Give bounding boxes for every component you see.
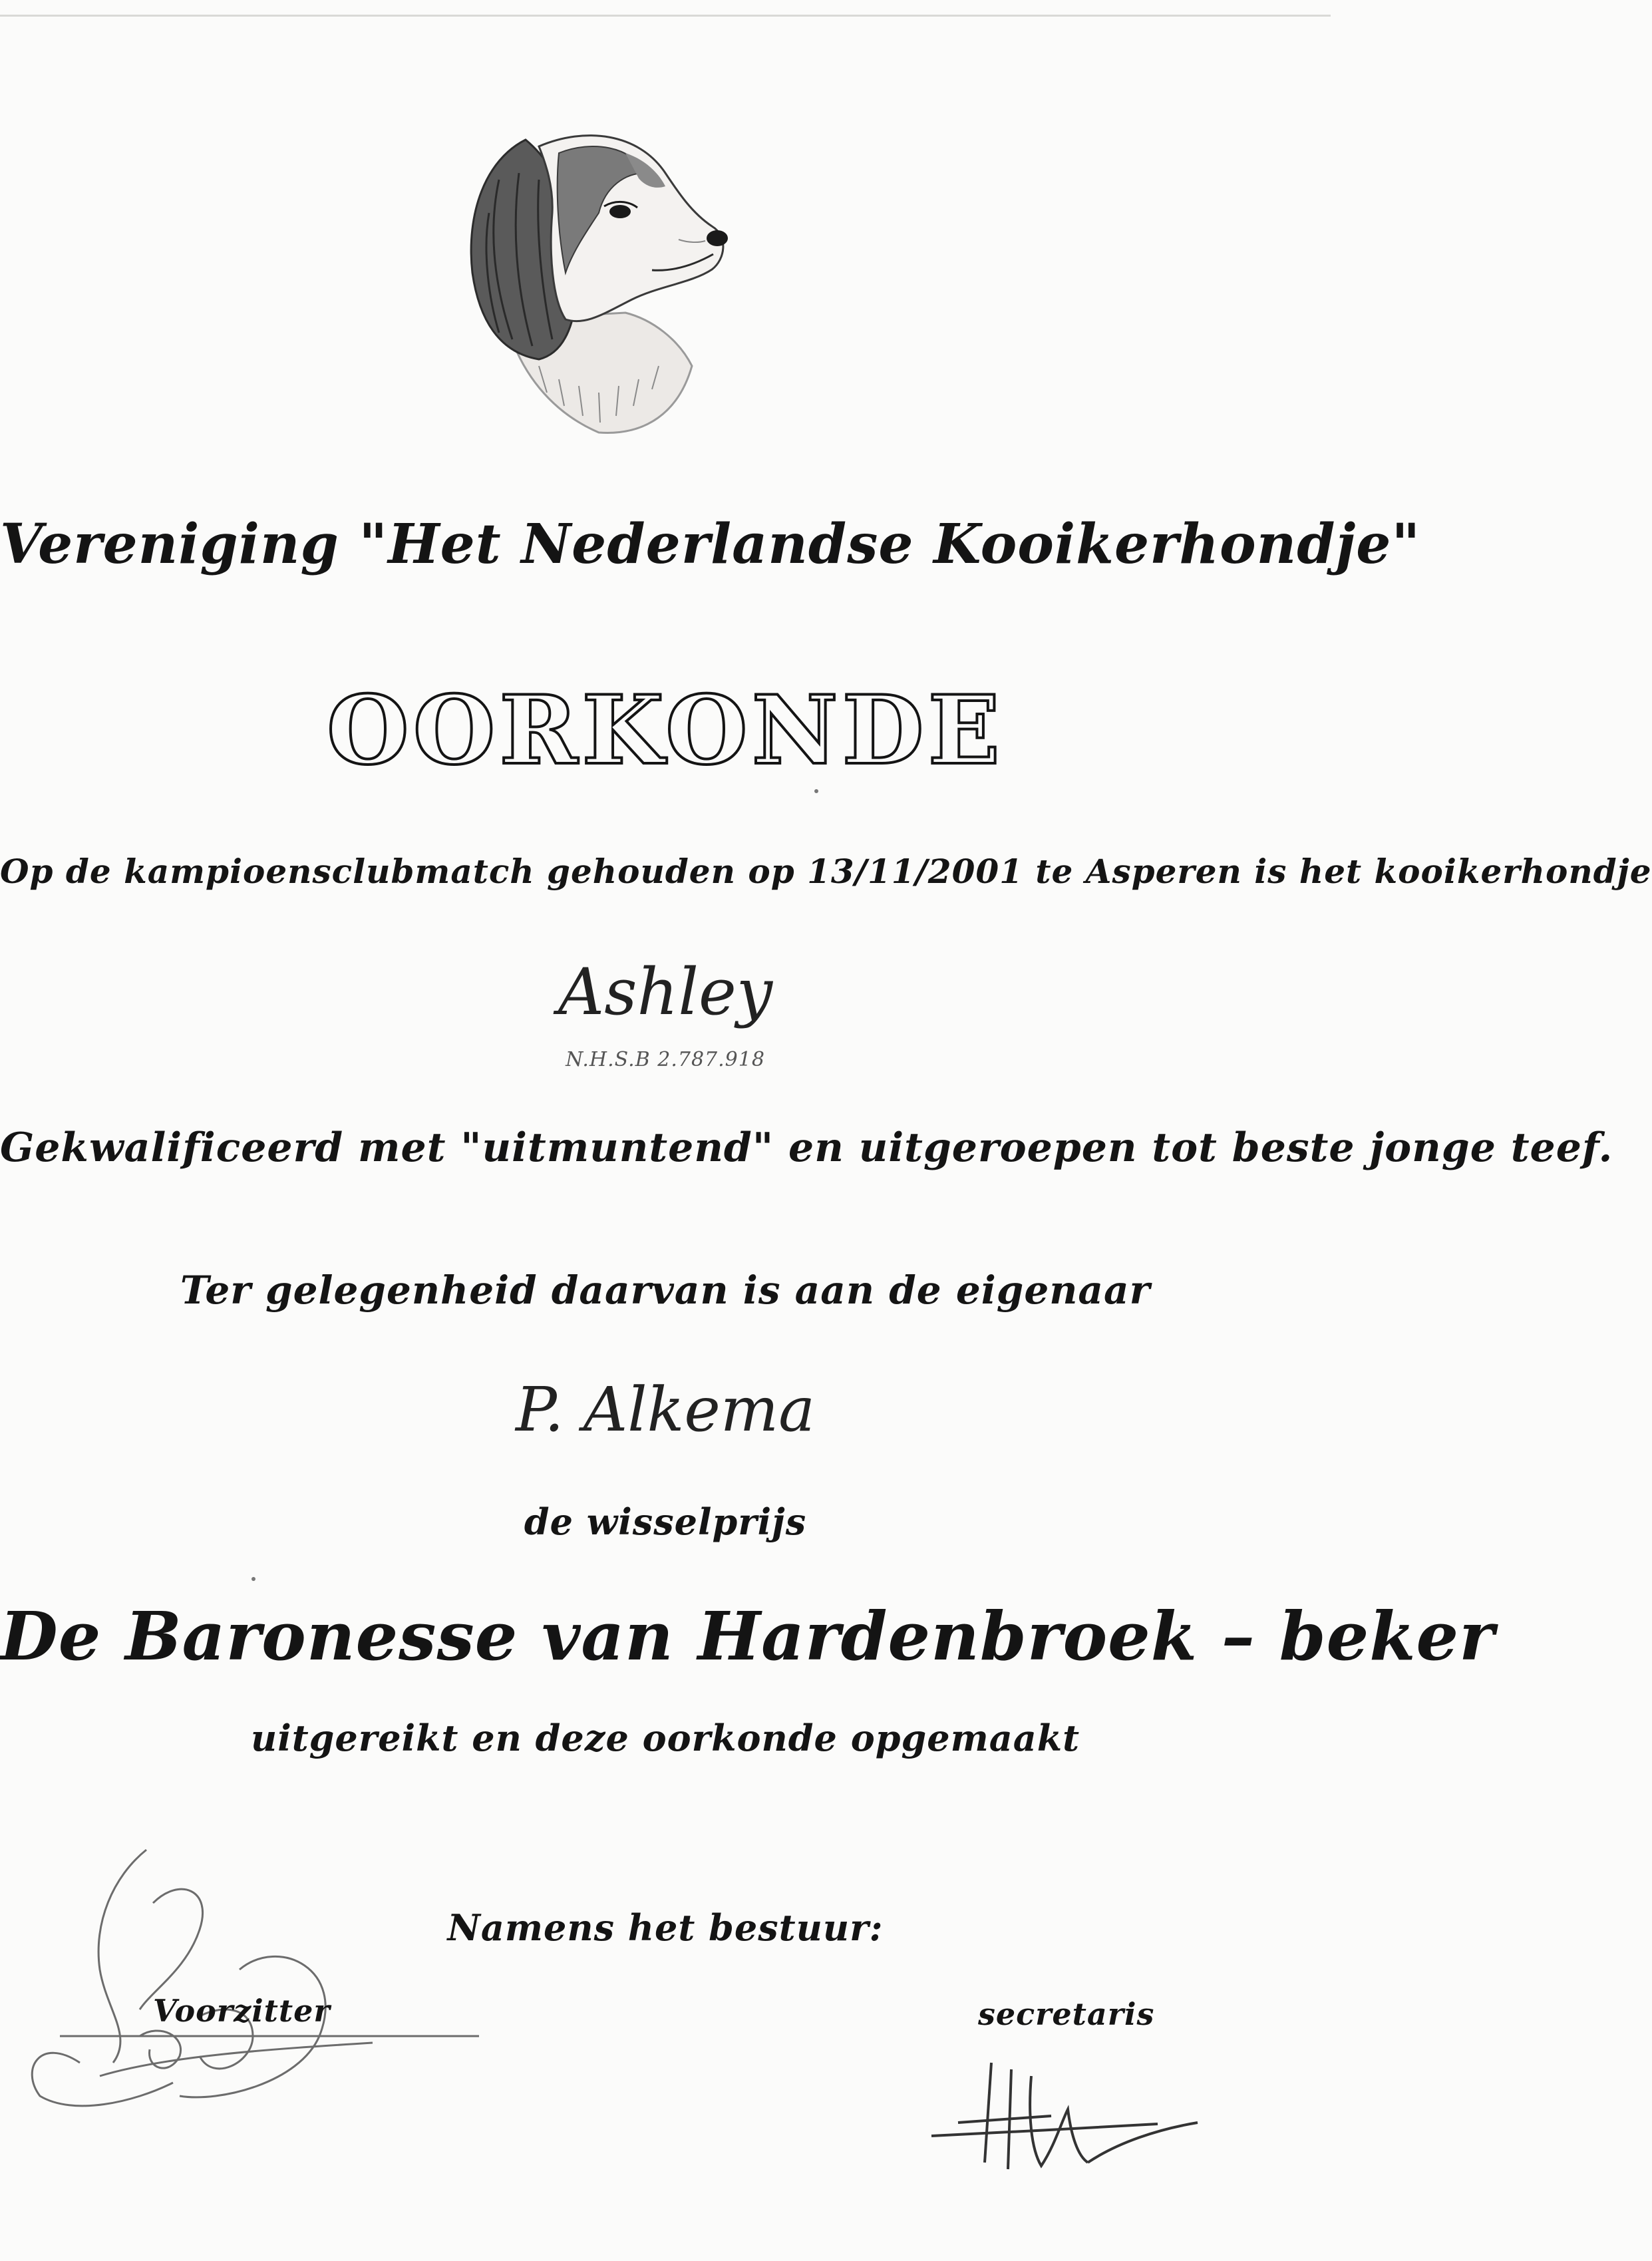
society-name: Vereniging "Het Nederlandse Kooikerhondje" <box>0 512 1421 576</box>
certificate-title: OORKONDE <box>327 675 1004 786</box>
issued-text: uitgereikt en deze oorkonde opgemaakt <box>250 1717 1080 1759</box>
chair-signature <box>0 1836 506 2116</box>
occasion-text: Ter gelegenheid daarvan is aan de eigenaar <box>180 1268 1151 1313</box>
chair-label: Voorzitter <box>153 1993 331 2029</box>
board-label: Namens het bestuur: <box>447 1906 884 1949</box>
prize-name: De Baronesse van Hardenbroek – beker <box>0 1597 1495 1675</box>
qualification-text: Gekwalificeerd met "uitmuntend" en uitgeroepen tot beste jonge teef. <box>0 1125 1613 1171</box>
dog-name: Ashley <box>558 955 773 1029</box>
registration-number: N.H.S.B 2.787.918 <box>566 1048 765 1071</box>
kooikerhondje-dog-head-icon <box>426 100 772 446</box>
scan-edge-line <box>0 15 1331 17</box>
speck <box>251 1577 255 1581</box>
prize-label: de wisselprijs <box>524 1500 807 1543</box>
secretary-signature <box>918 2049 1211 2196</box>
secretary-label: secretaris <box>978 1996 1155 2032</box>
intro-text: Op de kampioensclubmatch gehouden op 13/11/2001 te Asperen is het kooikerhondje <box>0 852 1652 891</box>
speck <box>814 789 818 793</box>
owner-name: P. Alkema <box>516 1374 815 1445</box>
